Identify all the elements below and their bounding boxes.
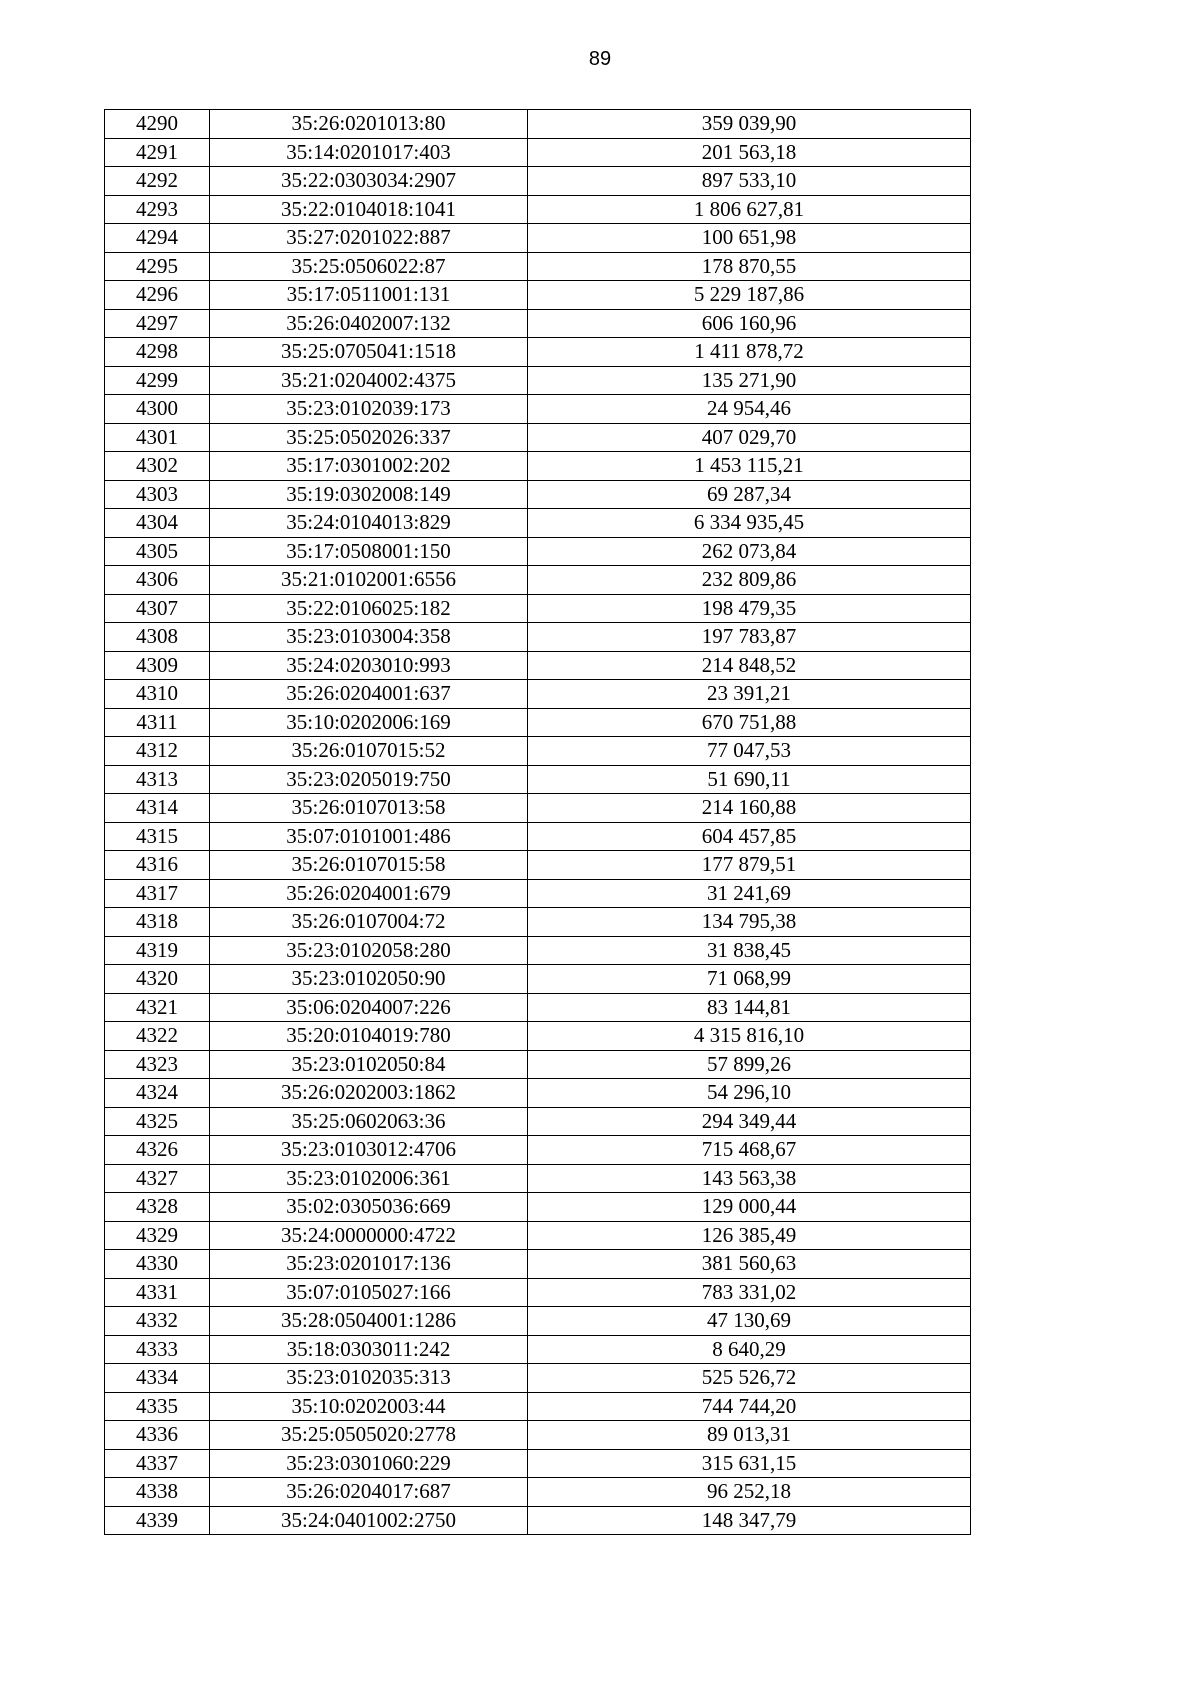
value-cell: 715 468,67 [528, 1136, 971, 1165]
cadastral-number-cell: 35:07:0101001:486 [210, 822, 528, 851]
cadastral-number-cell: 35:10:0202003:44 [210, 1392, 528, 1421]
cadastral-number-cell: 35:19:0302008:149 [210, 480, 528, 509]
value-cell: 8 640,29 [528, 1335, 971, 1364]
row-number-cell: 4304 [105, 509, 210, 538]
row-number-cell: 4290 [105, 110, 210, 139]
value-cell: 71 068,99 [528, 965, 971, 994]
value-cell: 294 349,44 [528, 1107, 971, 1136]
table-row [105, 708, 971, 737]
row-number-cell: 4326 [105, 1136, 210, 1165]
cadastral-number-cell: 35:26:0204017:687 [210, 1478, 528, 1507]
cadastral-number-cell: 35:23:0102058:280 [210, 936, 528, 965]
cadastral-number-cell: 35:14:0201017:403 [210, 138, 528, 167]
row-number-cell: 4324 [105, 1079, 210, 1108]
value-cell: 744 744,20 [528, 1392, 971, 1421]
table-row [105, 423, 971, 452]
table-row [105, 566, 971, 595]
cadastral-number-cell: 35:21:0102001:6556 [210, 566, 528, 595]
value-cell: 315 631,15 [528, 1449, 971, 1478]
value-cell: 606 160,96 [528, 309, 971, 338]
table-row [105, 110, 971, 139]
cadastral-number-cell: 35:06:0204007:226 [210, 993, 528, 1022]
cadastral-number-cell: 35:25:0602063:36 [210, 1107, 528, 1136]
cadastral-number-cell: 35:26:0107015:52 [210, 737, 528, 766]
row-number-cell: 4298 [105, 338, 210, 367]
cadastral-number-cell: 35:26:0204001:637 [210, 680, 528, 709]
cadastral-number-cell: 35:26:0107015:58 [210, 851, 528, 880]
table-row [105, 224, 971, 253]
cadastral-number-cell: 35:24:0000000:4722 [210, 1221, 528, 1250]
row-number-cell: 4299 [105, 366, 210, 395]
table-row [105, 936, 971, 965]
cadastral-number-cell: 35:25:0502026:337 [210, 423, 528, 452]
value-cell: 198 479,35 [528, 594, 971, 623]
table-row [105, 794, 971, 823]
row-number-cell: 4321 [105, 993, 210, 1022]
cadastral-number-cell: 35:23:0102035:313 [210, 1364, 528, 1393]
value-cell: 604 457,85 [528, 822, 971, 851]
cadastral-number-cell: 35:02:0305036:669 [210, 1193, 528, 1222]
row-number-cell: 4327 [105, 1164, 210, 1193]
value-cell: 359 039,90 [528, 110, 971, 139]
table-row [105, 1478, 971, 1507]
table-row [105, 1335, 971, 1364]
row-number-cell: 4328 [105, 1193, 210, 1222]
cadastral-number-cell: 35:25:0505020:2778 [210, 1421, 528, 1450]
row-number-cell: 4333 [105, 1335, 210, 1364]
value-cell: 57 899,26 [528, 1050, 971, 1079]
row-number-cell: 4331 [105, 1278, 210, 1307]
value-cell: 47 130,69 [528, 1307, 971, 1336]
value-cell: 783 331,02 [528, 1278, 971, 1307]
cadastral-number-cell: 35:26:0107004:72 [210, 908, 528, 937]
row-number-cell: 4337 [105, 1449, 210, 1478]
row-number-cell: 4334 [105, 1364, 210, 1393]
table-row [105, 1392, 971, 1421]
row-number-cell: 4316 [105, 851, 210, 880]
cadastral-number-cell: 35:23:0102050:90 [210, 965, 528, 994]
table-row [105, 138, 971, 167]
value-cell: 54 296,10 [528, 1079, 971, 1108]
table-row [105, 594, 971, 623]
cadastral-number-cell: 35:22:0303034:2907 [210, 167, 528, 196]
cadastral-number-cell: 35:24:0104013:829 [210, 509, 528, 538]
row-number-cell: 4297 [105, 309, 210, 338]
row-number-cell: 4336 [105, 1421, 210, 1450]
table-row [105, 1449, 971, 1478]
table-row [105, 480, 971, 509]
table-row [105, 1136, 971, 1165]
data-table [104, 109, 971, 1535]
table-row [105, 1364, 971, 1393]
value-cell: 6 334 935,45 [528, 509, 971, 538]
table-row [105, 1421, 971, 1450]
value-cell: 381 560,63 [528, 1250, 971, 1279]
value-cell: 31 241,69 [528, 879, 971, 908]
table-row [105, 1107, 971, 1136]
table-row [105, 452, 971, 481]
table-row [105, 309, 971, 338]
cadastral-number-cell: 35:22:0106025:182 [210, 594, 528, 623]
row-number-cell: 4319 [105, 936, 210, 965]
row-number-cell: 4330 [105, 1250, 210, 1279]
value-cell: 670 751,88 [528, 708, 971, 737]
value-cell: 83 144,81 [528, 993, 971, 1022]
value-cell: 525 526,72 [528, 1364, 971, 1393]
cadastral-number-cell: 35:23:0205019:750 [210, 765, 528, 794]
table-row [105, 851, 971, 880]
table-row [105, 1221, 971, 1250]
table-row [105, 680, 971, 709]
row-number-cell: 4311 [105, 708, 210, 737]
table-row [105, 993, 971, 1022]
row-number-cell: 4292 [105, 167, 210, 196]
cadastral-number-cell: 35:24:0401002:2750 [210, 1506, 528, 1535]
value-cell: 214 848,52 [528, 651, 971, 680]
cadastral-number-cell: 35:18:0303011:242 [210, 1335, 528, 1364]
value-cell: 407 029,70 [528, 423, 971, 452]
value-cell: 126 385,49 [528, 1221, 971, 1250]
cadastral-number-cell: 35:10:0202006:169 [210, 708, 528, 737]
row-number-cell: 4301 [105, 423, 210, 452]
page-number: 89 [588, 48, 612, 70]
cadastral-number-cell: 35:23:0301060:229 [210, 1449, 528, 1478]
table-row [105, 537, 971, 566]
value-cell: 5 229 187,86 [528, 281, 971, 310]
value-cell: 1 806 627,81 [528, 195, 971, 224]
cadastral-number-cell: 35:26:0107013:58 [210, 794, 528, 823]
cadastral-number-cell: 35:17:0508001:150 [210, 537, 528, 566]
table-row [105, 965, 971, 994]
table-row [105, 1307, 971, 1336]
value-cell: 51 690,11 [528, 765, 971, 794]
table-row [105, 252, 971, 281]
value-cell: 1 453 115,21 [528, 452, 971, 481]
cadastral-number-cell: 35:17:0301002:202 [210, 452, 528, 481]
cadastral-number-cell: 35:26:0202003:1862 [210, 1079, 528, 1108]
row-number-cell: 4339 [105, 1506, 210, 1535]
table-row [105, 623, 971, 652]
row-number-cell: 4323 [105, 1050, 210, 1079]
table-row [105, 879, 971, 908]
row-number-cell: 4338 [105, 1478, 210, 1507]
cadastral-number-cell: 35:24:0203010:993 [210, 651, 528, 680]
value-cell: 31 838,45 [528, 936, 971, 965]
cadastral-number-cell: 35:25:0506022:87 [210, 252, 528, 281]
cadastral-number-cell: 35:23:0102050:84 [210, 1050, 528, 1079]
table-row [105, 1050, 971, 1079]
value-cell: 262 073,84 [528, 537, 971, 566]
table-row [105, 338, 971, 367]
table-row [105, 822, 971, 851]
value-cell: 178 870,55 [528, 252, 971, 281]
row-number-cell: 4335 [105, 1392, 210, 1421]
value-cell: 143 563,38 [528, 1164, 971, 1193]
value-cell: 89 013,31 [528, 1421, 971, 1450]
row-number-cell: 4317 [105, 879, 210, 908]
table-row [105, 651, 971, 680]
cadastral-number-cell: 35:23:0103012:4706 [210, 1136, 528, 1165]
cadastral-number-cell: 35:28:0504001:1286 [210, 1307, 528, 1336]
cadastral-number-cell: 35:23:0201017:136 [210, 1250, 528, 1279]
table-body [105, 110, 971, 1535]
value-cell: 214 160,88 [528, 794, 971, 823]
table-row [105, 509, 971, 538]
row-number-cell: 4309 [105, 651, 210, 680]
table-row [105, 765, 971, 794]
cadastral-number-cell: 35:26:0201013:80 [210, 110, 528, 139]
table-row [105, 1278, 971, 1307]
row-number-cell: 4300 [105, 395, 210, 424]
cadastral-number-cell: 35:23:0102006:361 [210, 1164, 528, 1193]
row-number-cell: 4329 [105, 1221, 210, 1250]
value-cell: 1 411 878,72 [528, 338, 971, 367]
table-row [105, 195, 971, 224]
cadastral-number-cell: 35:26:0402007:132 [210, 309, 528, 338]
row-number-cell: 4325 [105, 1107, 210, 1136]
row-number-cell: 4318 [105, 908, 210, 937]
value-cell: 23 391,21 [528, 680, 971, 709]
row-number-cell: 4313 [105, 765, 210, 794]
row-number-cell: 4303 [105, 480, 210, 509]
value-cell: 69 287,34 [528, 480, 971, 509]
table-row [105, 281, 971, 310]
cadastral-number-cell: 35:23:0102039:173 [210, 395, 528, 424]
table-row [105, 1022, 971, 1051]
cadastral-number-cell: 35:07:0105027:166 [210, 1278, 528, 1307]
row-number-cell: 4293 [105, 195, 210, 224]
cadastral-number-cell: 35:23:0103004:358 [210, 623, 528, 652]
table-row [105, 737, 971, 766]
value-cell: 897 533,10 [528, 167, 971, 196]
table-row [105, 1506, 971, 1535]
value-cell: 100 651,98 [528, 224, 971, 253]
row-number-cell: 4302 [105, 452, 210, 481]
row-number-cell: 4310 [105, 680, 210, 709]
cadastral-number-cell: 35:20:0104019:780 [210, 1022, 528, 1051]
value-cell: 135 271,90 [528, 366, 971, 395]
cadastral-number-cell: 35:17:0511001:131 [210, 281, 528, 310]
table-row [105, 1193, 971, 1222]
row-number-cell: 4308 [105, 623, 210, 652]
value-cell: 232 809,86 [528, 566, 971, 595]
cadastral-number-cell: 35:26:0204001:679 [210, 879, 528, 908]
row-number-cell: 4307 [105, 594, 210, 623]
value-cell: 148 347,79 [528, 1506, 971, 1535]
table-row [105, 366, 971, 395]
value-cell: 77 047,53 [528, 737, 971, 766]
value-cell: 197 783,87 [528, 623, 971, 652]
value-cell: 96 252,18 [528, 1478, 971, 1507]
row-number-cell: 4320 [105, 965, 210, 994]
cadastral-number-cell: 35:27:0201022:887 [210, 224, 528, 253]
value-cell: 129 000,44 [528, 1193, 971, 1222]
value-cell: 24 954,46 [528, 395, 971, 424]
value-cell: 201 563,18 [528, 138, 971, 167]
table-row [105, 1250, 971, 1279]
cadastral-number-cell: 35:22:0104018:1041 [210, 195, 528, 224]
row-number-cell: 4306 [105, 566, 210, 595]
row-number-cell: 4332 [105, 1307, 210, 1336]
row-number-cell: 4295 [105, 252, 210, 281]
table-row [105, 395, 971, 424]
row-number-cell: 4315 [105, 822, 210, 851]
row-number-cell: 4312 [105, 737, 210, 766]
row-number-cell: 4305 [105, 537, 210, 566]
table-row [105, 1079, 971, 1108]
table-row [105, 167, 971, 196]
row-number-cell: 4314 [105, 794, 210, 823]
row-number-cell: 4296 [105, 281, 210, 310]
row-number-cell: 4294 [105, 224, 210, 253]
cadastral-number-cell: 35:21:0204002:4375 [210, 366, 528, 395]
row-number-cell: 4291 [105, 138, 210, 167]
value-cell: 134 795,38 [528, 908, 971, 937]
value-cell: 177 879,51 [528, 851, 971, 880]
cadastral-number-cell: 35:25:0705041:1518 [210, 338, 528, 367]
value-cell: 4 315 816,10 [528, 1022, 971, 1051]
table-row [105, 1164, 971, 1193]
table-row [105, 908, 971, 937]
row-number-cell: 4322 [105, 1022, 210, 1051]
